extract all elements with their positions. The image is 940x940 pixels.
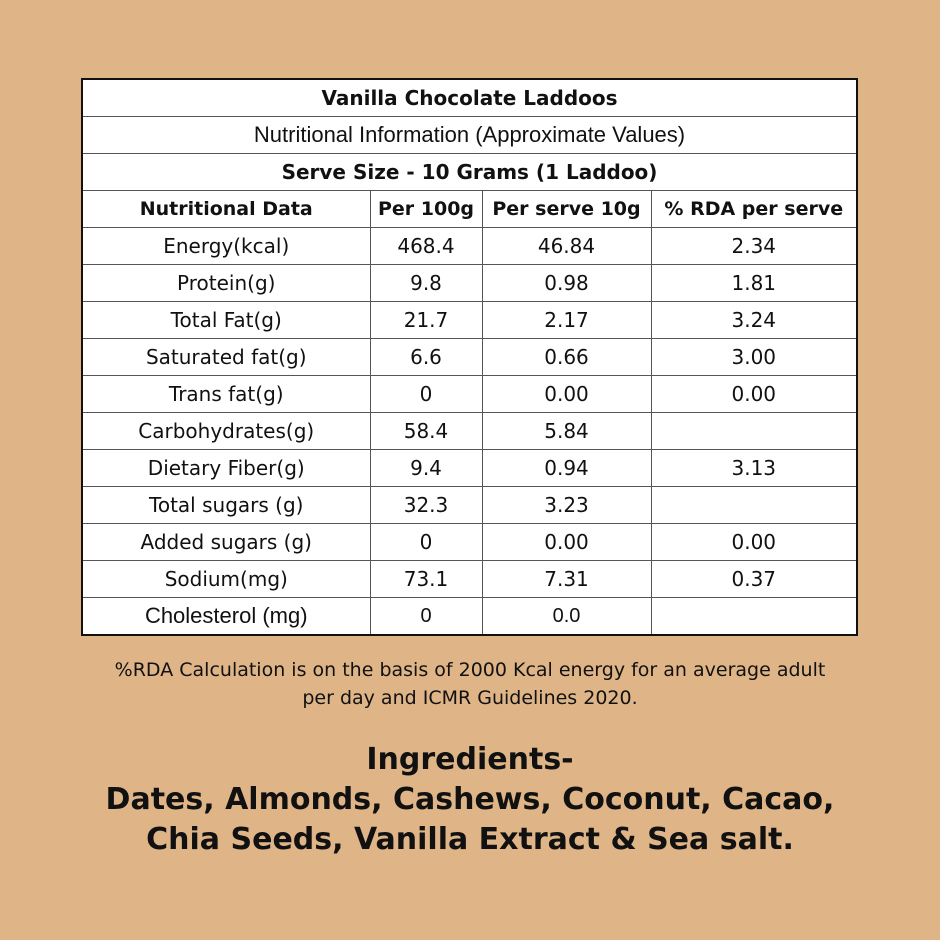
per-serve-value: 0.66 bbox=[482, 339, 651, 376]
rda-value: 2.34 bbox=[651, 228, 856, 265]
rda-footnote-line: %RDA Calculation is on the basis of 2000 Kcal energy for an average adult bbox=[114, 659, 826, 681]
nutrient-name: Added sugars (g) bbox=[83, 524, 370, 561]
table-row bbox=[83, 376, 856, 413]
table-row bbox=[83, 339, 856, 376]
nutrient-name: Total Fat(g) bbox=[83, 302, 370, 339]
ingredients-line: Dates, Almonds, Cashews, Coconut, Cacao, bbox=[105, 782, 835, 817]
ingredients-section bbox=[0, 740, 940, 860]
nutrient-name: Cholesterol (mg) bbox=[83, 598, 370, 635]
table-row bbox=[83, 302, 856, 339]
per-100g-value: 32.3 bbox=[370, 487, 482, 524]
rda-value: 1.81 bbox=[651, 265, 856, 302]
per-100g-value: 468.4 bbox=[370, 228, 482, 265]
ingredients-heading: Ingredients- bbox=[366, 742, 574, 777]
nutrient-name: Carbohydrates(g) bbox=[83, 413, 370, 450]
nutrient-name: Energy(kcal) bbox=[83, 228, 370, 265]
column-header: Per serve 10g bbox=[482, 191, 651, 228]
column-header: Per 100g bbox=[370, 191, 482, 228]
table-row bbox=[83, 413, 856, 450]
nutrient-name: Saturated fat(g) bbox=[83, 339, 370, 376]
per-serve-value: 5.84 bbox=[482, 413, 651, 450]
per-serve-value: 0.00 bbox=[482, 524, 651, 561]
rda-value: 0.00 bbox=[651, 376, 856, 413]
nutrition-table bbox=[81, 78, 858, 636]
nutrient-name: Protein(g) bbox=[83, 265, 370, 302]
per-serve-value: 46.84 bbox=[482, 228, 651, 265]
per-100g-value: 73.1 bbox=[370, 561, 482, 598]
rda-value bbox=[651, 598, 856, 635]
per-serve-value: 0.00 bbox=[482, 376, 651, 413]
per-100g-value: 58.4 bbox=[370, 413, 482, 450]
rda-footnote-line: per day and ICMR Guidelines 2020. bbox=[302, 687, 638, 709]
per-100g-value: 0 bbox=[370, 524, 482, 561]
nutrient-name: Trans fat(g) bbox=[83, 376, 370, 413]
per-serve-value: 0.94 bbox=[482, 450, 651, 487]
nutrient-name: Total sugars (g) bbox=[83, 487, 370, 524]
per-100g-value: 9.4 bbox=[370, 450, 482, 487]
per-100g-value: 0 bbox=[370, 598, 482, 635]
per-100g-value: 0 bbox=[370, 376, 482, 413]
rda-value: 3.13 bbox=[651, 450, 856, 487]
rda-value bbox=[651, 413, 856, 450]
per-serve-value: 0.0 bbox=[482, 598, 651, 635]
per-serve-value: 0.98 bbox=[482, 265, 651, 302]
per-serve-value: 3.23 bbox=[482, 487, 651, 524]
product-title: Vanilla Chocolate Laddoos bbox=[83, 80, 856, 117]
rda-value: 3.24 bbox=[651, 302, 856, 339]
per-serve-value: 7.31 bbox=[482, 561, 651, 598]
per-serve-value: 2.17 bbox=[482, 302, 651, 339]
rda-value: 0.37 bbox=[651, 561, 856, 598]
per-100g-value: 9.8 bbox=[370, 265, 482, 302]
serve-size: Serve Size - 10 Grams (1 Laddoo) bbox=[83, 154, 856, 191]
table-row bbox=[83, 228, 856, 265]
column-header: % RDA per serve bbox=[651, 191, 856, 228]
rda-value bbox=[651, 487, 856, 524]
rda-value: 0.00 bbox=[651, 524, 856, 561]
table-row bbox=[83, 598, 856, 635]
ingredients-line: Chia Seeds, Vanilla Extract & Sea salt. bbox=[146, 822, 794, 857]
table-row bbox=[83, 450, 856, 487]
table-row bbox=[83, 561, 856, 598]
rda-footnote bbox=[0, 656, 940, 712]
nutrition-table-grid bbox=[83, 80, 856, 634]
table-row bbox=[83, 524, 856, 561]
table-row bbox=[83, 487, 856, 524]
rda-value: 3.00 bbox=[651, 339, 856, 376]
nutrient-name: Dietary Fiber(g) bbox=[83, 450, 370, 487]
header-row bbox=[83, 191, 856, 228]
per-100g-value: 21.7 bbox=[370, 302, 482, 339]
table-row bbox=[83, 265, 856, 302]
column-header: Nutritional Data bbox=[83, 191, 370, 228]
table-subtitle: Nutritional Information (Approximate Values) bbox=[83, 117, 856, 154]
per-100g-value: 6.6 bbox=[370, 339, 482, 376]
nutrient-name: Sodium(mg) bbox=[83, 561, 370, 598]
